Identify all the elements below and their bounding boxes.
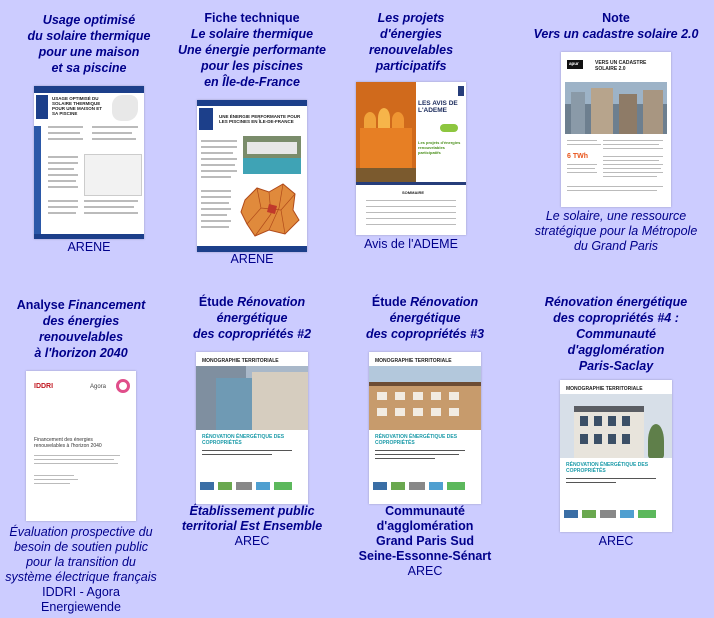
publication-card[interactable] <box>519 10 713 254</box>
cover-top-label: MONOGRAPHIE TERRITORIALE <box>375 358 452 364</box>
card-caption: Avis de l'ADEME <box>364 237 458 251</box>
cover-thumbnail[interactable] <box>196 352 308 504</box>
cover-top-label: MONOGRAPHIE TERRITORIALE <box>566 386 643 392</box>
cover-heading: RÉNOVATION ÉNERGÉTIQUE DES COPROPRIÉTÉS <box>375 434 458 446</box>
card-caption: ARENE <box>67 240 111 254</box>
card-caption-publisher: AREC <box>407 564 443 578</box>
card-title[interactable]: Usage optimisé du solaire thermique pour une maison et sa piscine <box>27 13 151 75</box>
card-caption-publisher: IDDRI - Agora Energiewende <box>41 585 121 614</box>
cover-heading: VERS UN CADASTRE SOLAIRE 2.0 <box>595 60 647 72</box>
cover-thumbnail[interactable] <box>34 86 144 239</box>
cover-thumbnail[interactable] <box>356 82 466 235</box>
card-caption: ARENE <box>230 252 274 266</box>
publication-card[interactable] <box>12 12 166 255</box>
card-caption-publisher: AREC <box>234 534 270 548</box>
cover-top-label: MONOGRAPHIE TERRITORIALE <box>202 358 279 364</box>
card-caption: Établissement public territorial Est Ensemble <box>181 504 323 533</box>
brand-logo: apur <box>569 61 579 66</box>
publication-card[interactable] <box>0 297 162 615</box>
cover-thumbnail[interactable] <box>561 52 671 207</box>
cover-heading: USAGE OPTIMISÉ DU SOLAIRE THERMIQUE POUR UNE MAISON ET SA PISCINE <box>52 96 103 116</box>
cover-heading: LES AVIS DE L'ADEME <box>418 100 458 114</box>
cover-heading: RÉNOVATION ÉNERGÉTIQUE DES COPROPRIÉTÉS <box>202 434 285 446</box>
card-title[interactable]: Les projets d'énergies renouvelables participatifs <box>368 11 454 73</box>
card-title[interactable]: Étude Rénovation énergétique des copropriétés #2 <box>192 295 312 341</box>
card-title[interactable]: Rénovation énergétique des copropriétés #4 : Communauté d'agglomération Paris-Saclay <box>544 295 688 373</box>
card-caption: AREC <box>598 534 634 548</box>
section-label: SOMMAIRE <box>402 190 424 195</box>
publication-card[interactable] <box>350 294 500 579</box>
cover-thumbnail[interactable] <box>26 371 136 521</box>
card-title[interactable]: Fiche technique Le solaire thermique Une énergie performante pour les piscines en Île-de-France <box>178 11 326 89</box>
publication-card[interactable] <box>178 10 326 267</box>
brand-logo-iddri: IDDRI <box>34 383 54 390</box>
publication-card[interactable] <box>346 10 476 252</box>
cover-thumbnail[interactable] <box>560 380 672 532</box>
card-caption: Évaluation prospective du besoin de soutien public pour la transition du système électrique français <box>5 525 157 584</box>
card-caption: Le solaire, une ressource stratégique pour la Métropole du Grand Paris <box>534 209 698 253</box>
cover-thumbnail[interactable] <box>197 100 307 252</box>
card-caption: Communauté d'agglomération Grand Paris Sud Seine-Essonne-Sénart <box>358 504 492 563</box>
map-icon <box>239 180 301 240</box>
cover-heading: RÉNOVATION ÉNERGÉTIQUE DES COPROPRIÉTÉS <box>566 462 649 474</box>
cover-stat: 6 TWh <box>567 153 588 160</box>
cover-subtitle: Les projets d'énergies renouvelables participatifs <box>418 140 461 155</box>
publication-card[interactable] <box>178 294 326 549</box>
card-title[interactable]: Étude Rénovation énergétique des copropriétés #3 <box>365 295 485 341</box>
cover-heading: Financement des énergies renouvelables à l'horizon 2040 <box>34 437 102 449</box>
cover-heading: UNE ÉNERGIE PERFORMANTE POUR LES PISCINES EN ÎLE-DE-FRANCE <box>219 114 301 124</box>
publication-card[interactable] <box>538 294 694 549</box>
brand-logo-agora: Agora <box>90 384 107 390</box>
cover-thumbnail[interactable] <box>369 352 481 504</box>
card-title[interactable]: Note Vers un cadastre solaire 2.0 <box>533 11 699 41</box>
card-title[interactable]: Analyse Financement des énergies renouvelables à l'horizon 2040 <box>16 298 146 360</box>
